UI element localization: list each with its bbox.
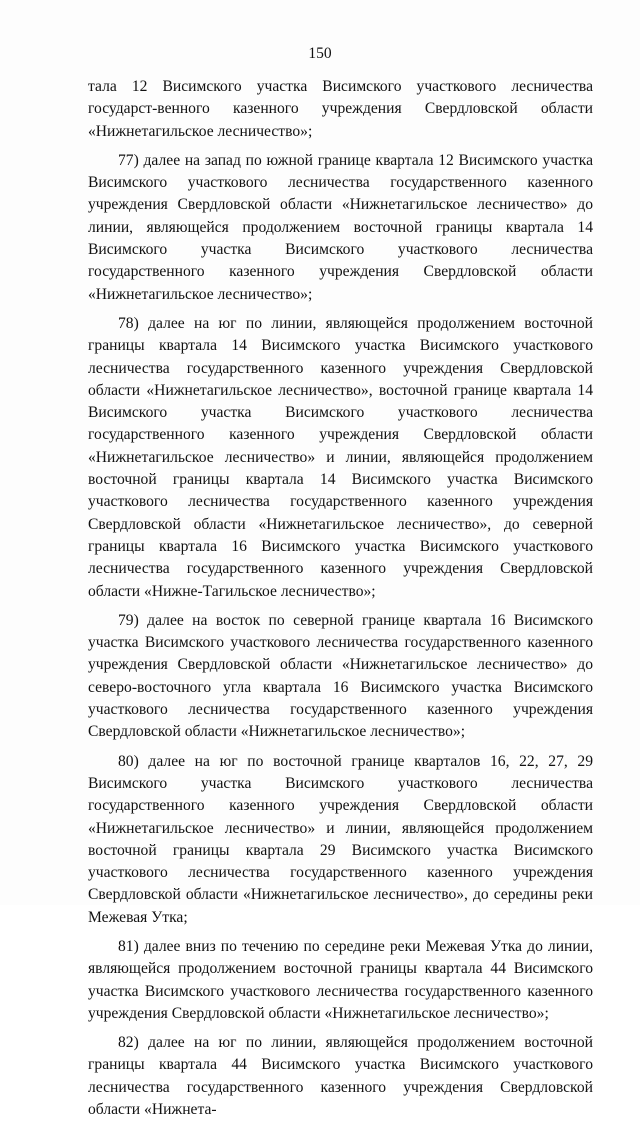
paragraph-77: 77) далее на запад по южной границе квартала 12 Висимского участка Висимского участкового лесничества государственного казенного учреждения Свердловской области «Нижнетагильское лесничество» до линии, являющейся продолжением восточной границы квартала 14 Висимского участка Висимского участкового лесничества государственного казенного учреждения Свердловской области «Нижнетагильское лесничество»; [88, 151, 593, 303]
paragraph-82: 82) далее на юг по линии, являющейся продолжением восточной границы квартала 44 Висимского участка Висимского участкового лесничества государственного казенного учреждения Свердловской области «Нижнета- [88, 1034, 593, 1119]
paragraph-continuation-76: тала 12 Висимского участка Висимского участкового лесничества государст-венного казенного учреждения Свердловской области «Нижнетагильское лесничество»; [88, 78, 593, 140]
paragraph-80: 80) далее на юг по восточной границе кварталов 16, 22, 27, 29 Висимского участка Висимского участкового лесничества государственного казенного учреждения Свердловской области «Нижнетагильское лесничество» и линии, являющейся продолжением восточной границы квартала 29 Висимского участка Висимского участкового лесничества государственного казенного учреждения Свердловской области «Нижнетагильское лесничество», до середины реки Межевая Утка; [88, 752, 593, 926]
paragraph-79: 79) далее на восток по северной границе квартала 16 Висимского участка Висимского участкового лесничества государственного казенного учреждения Свердловской области «Нижнетагильское лесничество» до северо-восточного угла квартала 16 Висимского участка Висимского участкового лесничества государственного казенного учреждения Свердловской области «Нижнетагильское лесничество»; [88, 611, 593, 741]
paragraph-81: 81) далее вниз по течению по середине реки Межевая Утка до линии, являющейся продолжением восточной границы квартала 44 Висимского участка Висимского участкового лесничества государственного казенного учреждения Свердловской области «Нижнетагильское лесничество»; [88, 937, 593, 1022]
document-body [88, 76, 593, 1121]
page-number: 150 [308, 45, 332, 62]
paragraph-78: 78) далее на юг по линии, являющейся продолжением восточной границы квартала 14 Висимского участка Висимского участкового лесничества государственного казенного учреждения Свердловской области «Нижнетагильское лесничество», восточной границе квартала 14 Висимского участка Висимского участкового лесничества государственного казенного учреждения Свердловской области «Нижнетагильское лесничество» и линии, являющейся продолжением восточной границы квартала 14 Висимского участка Висимского участкового лесничества государственного казенного учреждения Свердловской области «Нижнетагильское лесничество», до северной границы квартала 16 Висимского участка Висимского участкового лесничества государственного казенного учреждения Свердловской области «Нижне-Тагильское лесничество»; [88, 314, 593, 600]
